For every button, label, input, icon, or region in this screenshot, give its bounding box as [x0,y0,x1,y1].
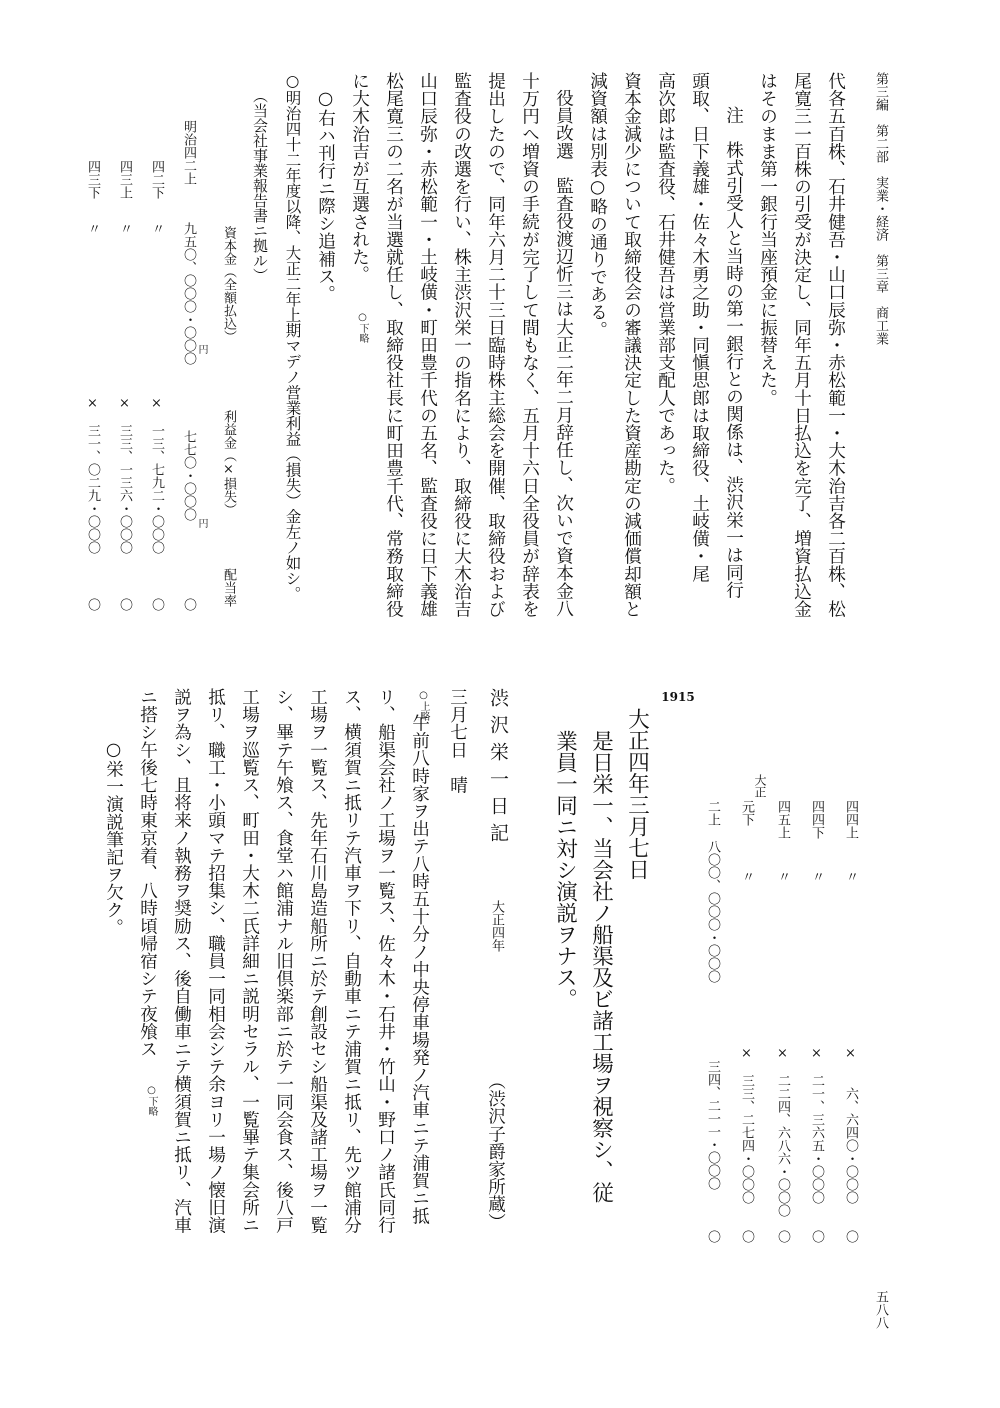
omission-mark: ○下略 [146,1085,157,1116]
table-cell-capital: 〃 [149,222,164,235]
table-header-capital: 資本金（全額払込） [221,226,236,343]
table-header-dividend: 配当率 [221,568,236,607]
table-cell-period: 二上 [705,800,720,826]
text-column: 松尾寛三の二名が当選就任し、取締役社長に町田豊千代、常務取締役 [383,72,404,618]
text-column: に大木治吉が互選された。 [349,72,370,284]
table-unit: 円 [196,344,207,354]
note-column: 頭取、日下義雄・佐々木勇之助・同愼思郎は取締役、土岐僙・尾 [689,72,710,583]
diary-line: 工場ヲ一覧ス、先年石川島造船所ニ於テ創設セシ船渠及諸工場ヲ一覧 [307,688,328,1234]
diary-line: ニ搭シ午後七時東京着、八時頃帰宿シテ夜飧ス [137,688,158,1058]
text-column: 資本金減少について取締役会の審議決定した資産勘定の減価償却額と [621,72,642,618]
text-column: はそのまま第一銀行当座預金に振替えた。 [757,72,778,407]
table-cell-dividend: 〇 [739,1230,754,1243]
diary-note: ○栄一演説筆記ヲ欠ク。 [103,740,124,936]
diary-date: 三月七日 晴 [447,688,468,794]
table-cell-dividend: 〇 [705,1230,720,1243]
diary-line: 抵リ、職工・小頭マテ招集シ、職員一同相会シテ余ヨリ一場ノ懐旧演 [205,688,226,1234]
table-cell-profit: × 二二四、六八六・〇〇〇 [775,1046,790,1217]
omission-mark: ○上略 [418,690,429,721]
table-cell-profit: × 六、六四〇・〇〇〇 [843,1046,858,1204]
table-cell-capital: 〃 [739,870,754,883]
text-column: 尾寛三一百株の引受が決定し、同年五月十日払込を完了、増資払込金 [791,72,812,618]
diary-line: 工場ヲ巡覧ス、町田・大木二氏詳細ニ説明セラル、一覧畢テ集会所ニ [239,688,260,1234]
table-cell-profit: 七七〇・〇〇〇 [181,430,196,521]
table-cell-capital: 〃 [809,870,824,883]
table-cell-profit: × 三一、〇二九・〇〇〇 [85,396,100,554]
table-cell-capital: 八〇〇、〇〇〇・〇〇〇 [705,840,720,983]
text-column: 役員改選 監査役渡辺忻三は大正二年二月辞任し、次いで資本金八 [553,89,574,617]
table-cell-profit: × 一三、七九二・〇〇〇 [149,396,164,554]
table-cell-period: 四三下 [85,160,100,199]
diary-source: （渋沢子爵家所蔵） [485,1072,506,1231]
table-cell-period: 元下 [739,800,754,826]
table-cell-capital: 〃 [117,222,132,235]
table-cell-dividend: 〇 [775,1230,790,1243]
year-annotation: 1915 [661,690,695,704]
source-note: （当会社事業報告書ニ拠ル） [251,88,269,283]
table-unit: 円 [196,518,207,528]
table-header-profit: 利益金（×損失） [221,410,236,516]
table-cell-dividend: 〇 [117,598,132,611]
text-column: 代各五百株、石井健吾・山口辰弥・赤松範一・大木治吉各二百株、松 [825,72,846,618]
table-cell-period: 四四上 [843,800,858,839]
text-column: 監査役の改選を行い、株主渋沢栄一の指名により、取締役に大木治吉 [451,72,472,618]
table-cell-period: 四四下 [809,800,824,839]
date-heading: 大正四年三月七日 [624,708,650,880]
diary-line: ス、横須賀ニ抵リテ汽車ヲ下リ、自動車ニテ浦賀ニ抵リ、先ツ館浦分 [341,688,362,1234]
table-cell-dividend: 〇 [85,598,100,611]
table-cell-dividend: 〇 [809,1230,824,1243]
note-column: 高次郎は監査役、石井健吾は営業部支配人であった。 [655,72,676,495]
table-cell-dividend: 〇 [181,598,196,611]
table-cell-profit: × 三三、一三六・〇〇〇 [117,396,132,554]
event-summary: 業員一同ニ対シ演説ヲナス。 [552,730,578,1010]
text-column: 十万円へ増資の手続が完了して間もなく、五月十六日全役員が辞表を [519,72,540,618]
note-column: 注 株式引受人と当時の第一銀行との関係は、渋沢栄一は同行 [723,106,744,599]
event-summary: 是日栄一、当会社ノ船渠及ビ諸工場ヲ視察シ、従 [588,730,614,1203]
table-cell-dividend: 〇 [843,1230,858,1243]
table-cell-profit: × 二一、三六五・〇〇〇 [809,1046,824,1204]
diary-line: リ、船渠会社ノ工場ヲ一覧ス、佐々木・石井・竹山・野口ノ諸氏同行 [375,688,396,1234]
diary-line: 説ヲ為シ、且将来ノ執務ヲ奨励ス、後自働車ニテ横須賀ニ抵リ、汽車 [171,688,192,1234]
diary-year: 大正四年 [489,900,504,952]
text-column: 提出したので、同年六月二十三日臨時株主総会を開催、取締役および [485,72,506,618]
era-label: 大正 [753,774,767,798]
table-cell-capital: 〃 [85,222,100,235]
page-number: 五八八 [873,1290,888,1329]
table-cell-period: 四三上 [117,160,132,199]
text-column: 減資額は別表○略の通りである。 [587,72,608,339]
table-cell-capital: 〃 [843,870,858,883]
table-cell-dividend: 〇 [149,598,164,611]
table-cell-profit: × 三三、二七四・〇〇〇 [739,1046,754,1204]
table-cell-period: 明治四二上 [181,120,196,185]
diary-line: シ、畢テ午飧ス、食堂ハ館浦ナル旧倶楽部ニ於テ一同会食ス、後八戸 [273,688,294,1234]
diary-line: 午前八時家ヲ出テ八時五十分ノ中央停車場発ノ汽車ニテ浦賀ニ抵 [409,714,430,1225]
table-cell-profit: 三四、二一一・〇〇〇 [705,1060,720,1190]
table-cell-capital: 〃 [775,870,790,883]
text-column: ○右ハ刊行ニ際シ追補ス。 [315,89,336,303]
omission-mark: ○下略 [357,312,368,343]
diary-title: 渋沢栄一日記 [487,688,509,850]
running-title: 第三編 第二部 実業・経済 第三章 商工業 [873,72,888,345]
text-column: 山口辰弥・赤松範一・土岐僙・町田豊千代の五名、監査役に日下義雄 [417,72,438,618]
table-cell-capital: 九五〇、〇〇〇・〇〇〇 [181,222,196,365]
text-column: ○明治四十二年度以降、大正二年上期マデノ営業利益（損失）金左ノ如シ。 [283,72,302,602]
table-cell-period: 四五上 [775,800,790,839]
table-cell-period: 四二下 [149,160,164,199]
